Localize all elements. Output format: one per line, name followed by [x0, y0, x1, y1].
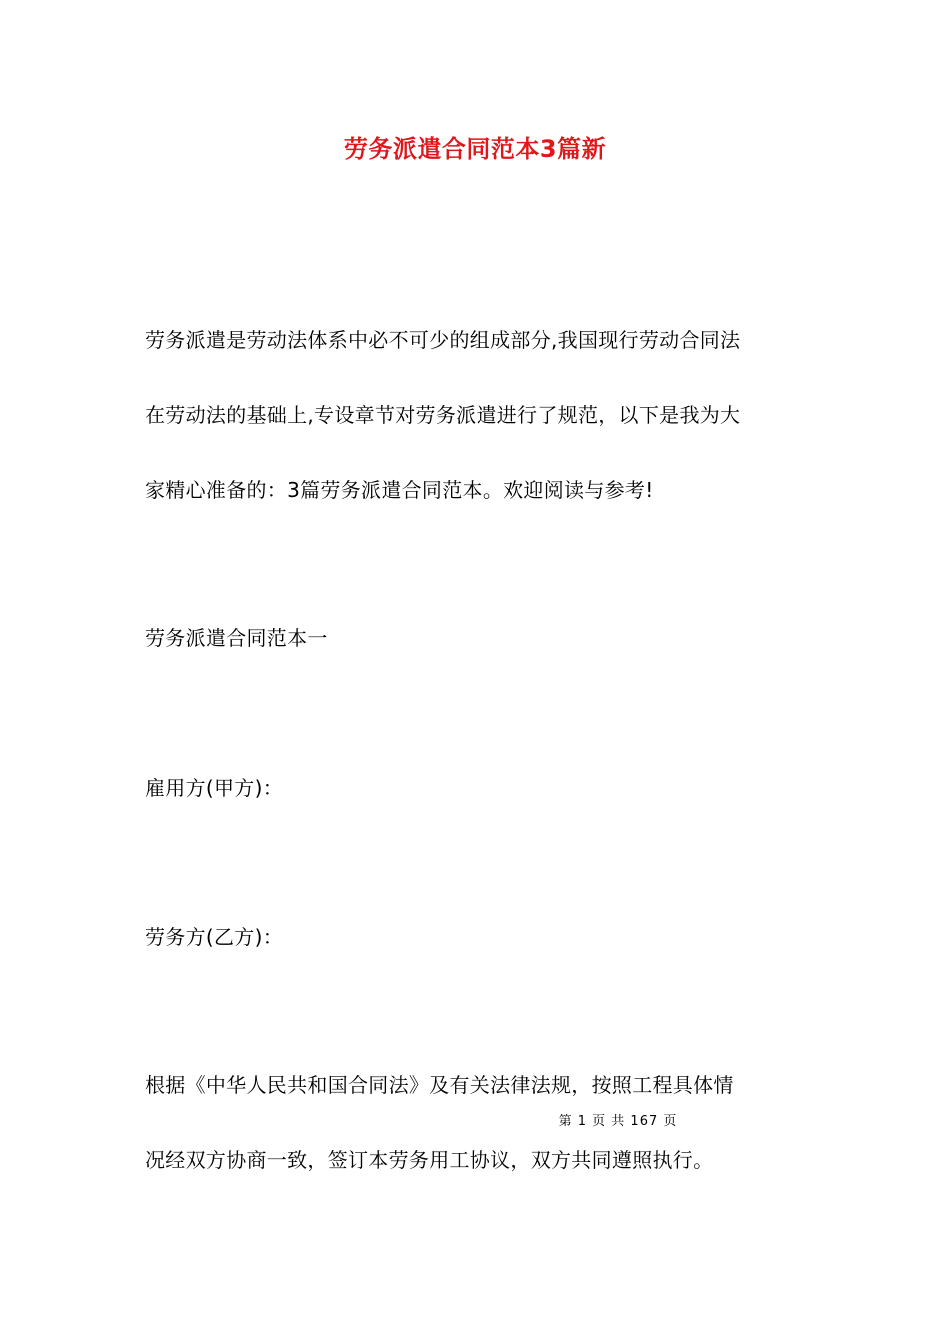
body-line-1: 根据《中华人民共和国合同法》及有关法律法规，按照工程具体情	[145, 1073, 734, 1097]
intro-line-2: 在劳动法的基础上,专设章节对劳务派遣进行了规范，以下是我为大	[145, 403, 741, 427]
section-heading: 劳务派遣合同范本一	[145, 626, 328, 650]
document-title: 劳务派遣合同范本3篇新	[343, 135, 607, 163]
party-a-label: 雇用方(甲方)：	[145, 776, 284, 800]
body-line-2: 况经双方协商一致，签订本劳务用工协议，双方共同遵照执行。	[145, 1148, 714, 1172]
party-b-label: 劳务方(乙方)：	[145, 925, 284, 949]
page-footer: 第 1 页 共 167 页	[558, 1114, 678, 1129]
intro-line-3: 家精心准备的：3篇劳务派遣合同范本。欢迎阅读与参考!	[145, 478, 654, 502]
intro-line-1: 劳务派遣是劳动法体系中必不可少的组成部分,我国现行劳动合同法	[145, 328, 741, 352]
